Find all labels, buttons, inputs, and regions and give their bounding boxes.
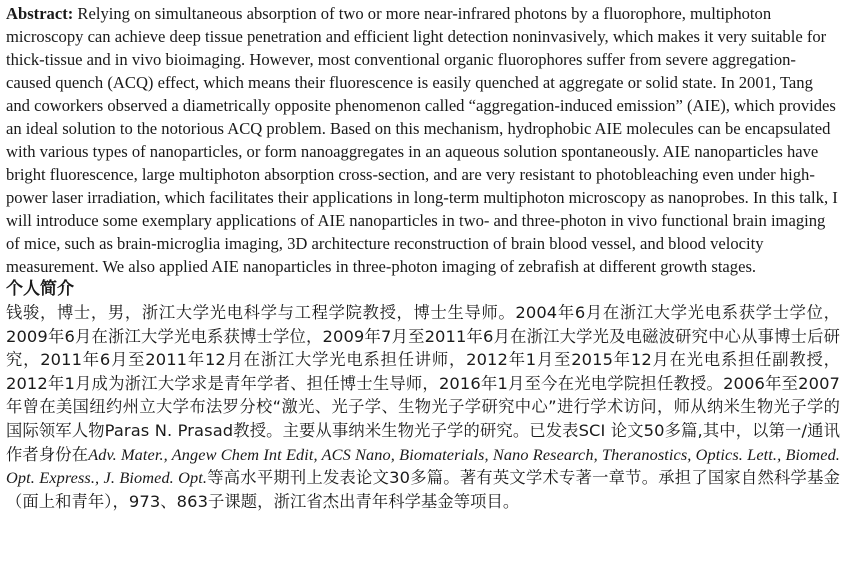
bio-text-part1: 钱骏，博士，男，浙江大学光电科学与工程学院教授，博士生导师。2004年6月在浙江大学光电系获学士学位，2009年6月在浙江大学光电系获博士学位，2009年7月至2011年6月在浙江大学光及电磁波研究中心从事博士后研究，2011年6月至2011年12月在浙江大学光电系担任讲师，2012年1月至2015年12月在光电系担任副教授，2012年1月成为浙江大学求是青年学者、担任博士生导师，2016年1月至今在光电学院担任教授。2006年至2007年曾在美国纽约州立大学布法罗分校“激光、光子学、生物光子学研究中心”进行学术访问，师从纳米生物光子学的国际领军人物Paras N. Prasad教授。主要从事纳米生物光子学的研究。已发表SCI 论文50多篇,其中，以第一/通讯作者身份在 xyxy=(6,303,840,464)
abstract-paragraph xyxy=(6,2,840,278)
bio-text-part2: 等高水平期刊上发表论文30多篇。著有英文学术专著一章节。承担了国家自然科学基金（面上和青年），973、863子课题，浙江省杰出青年科学基金等项目。 xyxy=(6,468,841,511)
bio-journals: Adv. Mater., Angew Chem Int Edit, ACS Nano, Biomaterials, Nano Research, Theranostics, Optics. Lett., Biomed. Opt. Express., J. Biomed. Opt. xyxy=(6,444,840,488)
bio-heading: 个人简介 xyxy=(6,279,74,299)
abstract-label: Abstract: xyxy=(6,4,74,23)
bio-paragraph xyxy=(6,301,840,513)
abstract-text: Relying on simultaneous absorption of two or more near-infrared photons by a fluorophore, multiphoton microscopy can achieve deep tissue penetration and efficient light detection noninvasively, which makes it very suitable for thick-tissue and in vivo bioimaging. However, most conventional organic fluorophores suffer from severe aggregation-caused quench (ACQ) effect, which means their fluorescence is easily quenched at aggregate or solid state. In 2001, Tang and coworkers observed a diametrically opposite phenomenon called “aggregation-induced emission” (AIE), which provides an ideal solution to the notorious ACQ problem. Based on this mechanism, hydrophobic AIE molecules can be encapsulated with various types of nanoparticles, or form nanoaggregates in an aqueous solution spontaneously. AIE nanoparticles have bright fluorescence, large multiphoton absorption cross-section, and are very resistant to photobleaching even under high-power laser irradiation, which facilitates their applications in long-term multiphoton microscopy as nanoprobes. In this talk, I will introduce some exemplary applications of AIE nanoparticles in two- and three-photon in vivo functional brain imaging of mice, such as brain-microglia imaging, 3D architecture reconstruction of brain blood vessel, and blood velocity measurement. We also applied AIE nanoparticles in three-photon imaging of zebrafish at different growth stages. xyxy=(6,4,838,276)
